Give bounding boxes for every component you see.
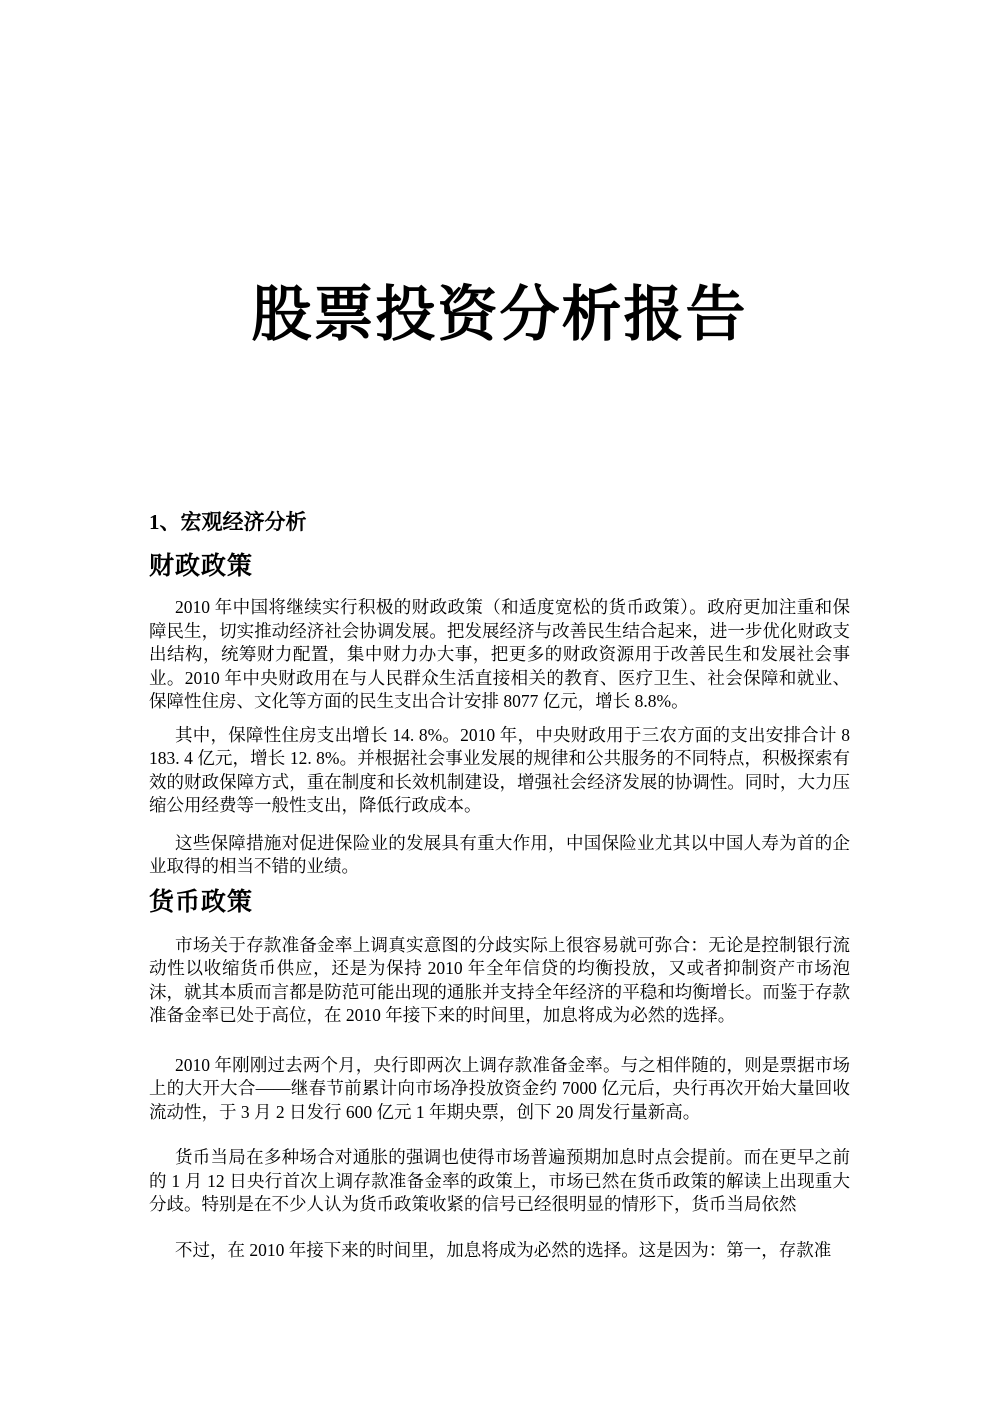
- paragraph: 货币当局在多种场合对通胀的强调也使得市场普遍预期加息时点会提前。而在更早之前的 1 月 12 日央行首次上调存款准备金率的政策上，市场已然在货币政策的解读上出现重大分歧。特别是在不少人认为货币政策收紧的信号已经很明显的情形下，货币当局依然: [149, 1147, 850, 1214]
- paragraph: 这些保障措施对促进保险业的发展具有重大作用，中国保险业尤其以中国人寿为首的企业取得的相当不错的业绩。: [149, 832, 850, 876]
- subsection-heading-monetary-policy: 货币政策: [149, 888, 254, 916]
- section-heading-macro-analysis: 1、宏观经济分析: [149, 510, 307, 534]
- paragraph: 2010 年刚刚过去两个月，央行即两次上调存款准备金率。与之相伴随的，则是票据市场上的大开大合——继春节前累计向市场净投放资金约 7000 亿元后，央行再次开始大量回收流动性，于 3 月 2 日发行 600 亿元 1 年期央票，创下 20 周发行量新高。: [149, 1054, 850, 1122]
- paragraph: 不过，在 2010 年接下来的时间里，加息将成为必然的选择。这是因为：第一，存款准: [175, 1239, 832, 1260]
- paragraph: 市场关于存款准备金率上调真实意图的分歧实际上很容易就可弥合：无论是控制银行流动性以收缩货币供应，还是为保持 2010 年全年信贷的均衡投放，又或者抑制资产市场泡沫，就其本质而言都是防范可能出现的通胀并支持全年经济的平稳和均衡增长。而鉴于存款准备金率已处于高位，在 2010 年接下来的时间里，加息将成为必然的选择。: [149, 934, 850, 1025]
- paragraph: 2010 年中国将继续实行积极的财政政策（和适度宽松的货币政策）。政府更加注重和保障民生，切实推动经济社会协调发展。把发展经济与改善民生结合起来，进一步优化财政支出结构，统筹财力配置，集中财力办大事，把更多的财政资源用于改善民生和发展社会事业。2010 年中央财政用在与人民群众生活直接相关的教育、医疗卫生、社会保障和就业、保障性住房、文化等方面的民生支出合计安排 8077 亿元，增长 8.8%。: [149, 597, 850, 711]
- document-title: 股票投资分析报告: [251, 282, 748, 348]
- document-content: [149, 0, 850, 1262]
- paragraph: 其中，保障性住房支出增长 14. 8%。2010 年，中央财政用于三农方面的支出安排合计 8183. 4 亿元，增长 12. 8%。并根据社会事业发展的规律和公共服务的不同特点，积极探索有效的财政保障方式，重在制度和长效机制建设，增强社会经济发展的协调性。同时，大力压缩公用经费等一般性支出，降低行政成本。: [149, 724, 850, 815]
- subsection-heading-fiscal-policy: 财政政策: [149, 553, 254, 580]
